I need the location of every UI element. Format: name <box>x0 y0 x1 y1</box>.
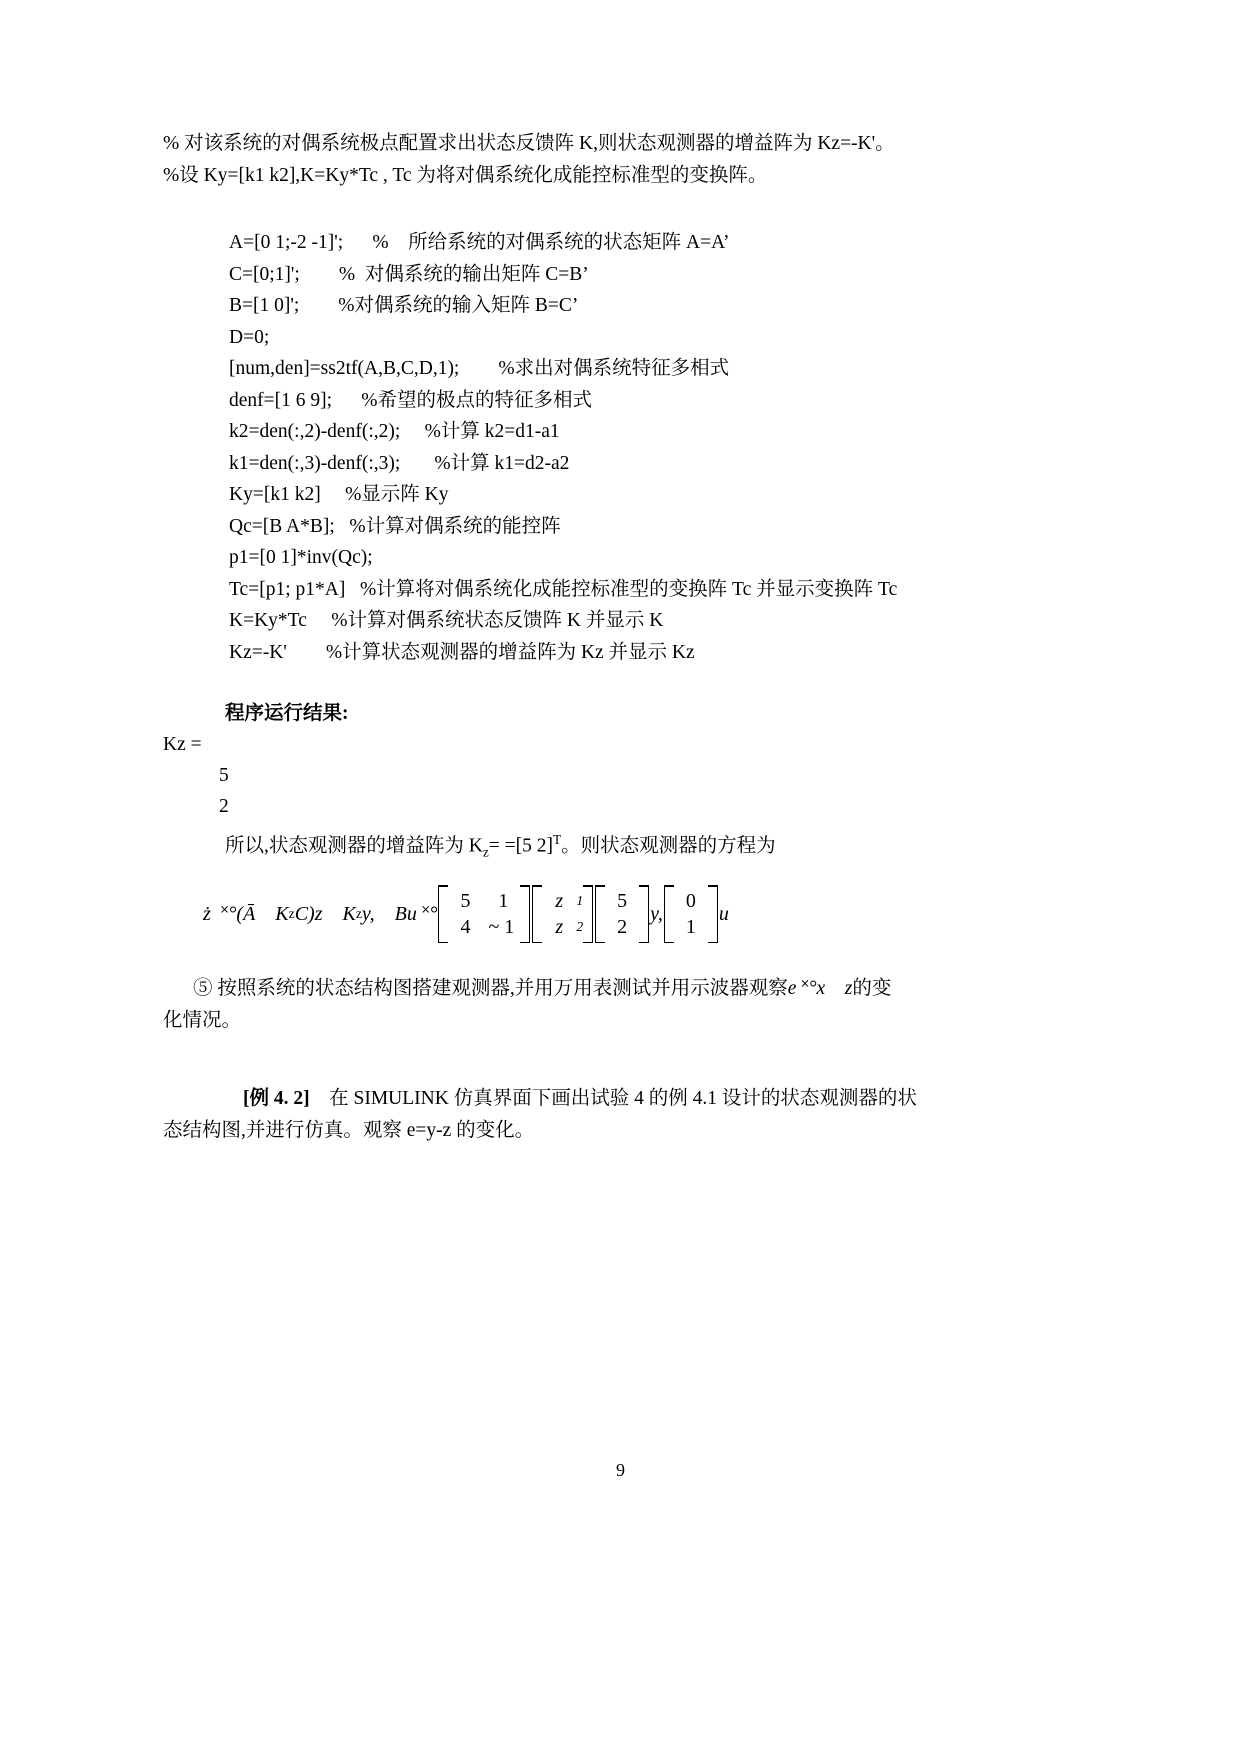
result-sentence-post: 。则状态观测器的方程为 <box>561 835 776 857</box>
step-5-paragraph <box>163 973 1083 1037</box>
result-line-value-1: 5 <box>219 765 229 786</box>
matrix-row: 2 <box>617 916 628 939</box>
example-text-1: 在 SIMULINK 仿真界面下画出试验 4 的例 4.1 设计的状态观测器的状 <box>329 1088 917 1110</box>
step-text-1: 按照系统的状态结构图搭建观测器,并用万用表测试并用示波器观察 <box>212 978 788 1000</box>
page-content <box>163 128 1083 1147</box>
code-line: Kz=-K' %计算状态观测器的增益阵为 Kz 并显示 Kz <box>229 641 695 663</box>
matrix-b <box>664 885 718 943</box>
result-sentence <box>163 824 1083 867</box>
equation-lhs: ż ˟°(Ā K <box>203 902 289 925</box>
equation-var-u: u <box>718 902 729 925</box>
code-line: k1=den(:,3)-denf(:,3); %计算 k1=d2-a2 <box>229 452 570 474</box>
code-line: denf=[1 6 9]; %希望的极点的特征多相式 <box>229 389 593 411</box>
bracket-left <box>438 885 448 943</box>
matrix-row: z 1 <box>555 890 584 913</box>
code-line: Qc=[B A*B]; %计算对偶系统的能控阵 <box>229 515 561 537</box>
result-heading: 程序运行结果: <box>225 703 349 724</box>
code-line: K=Ky*Tc %计算对偶系统状态反馈阵 K 并显示 K <box>229 610 664 631</box>
example-label: [例 4. 2] <box>243 1088 310 1110</box>
result-line-value-2: 2 <box>219 796 229 817</box>
intro-line-1: % 对该系统的对偶系统极点配置求出状态反馈阵 K,则状态观测器的增益阵为 Kz=-K'。 <box>163 133 895 154</box>
result-sentence-pre: 所以,状态观测器的增益阵为 K <box>225 835 483 857</box>
equation-lhs2-sub: z <box>355 906 362 922</box>
matrix-row: 5 1 <box>460 890 509 913</box>
code-line: p1=[0 1]*inv(Qc); <box>229 547 373 568</box>
code-line: Tc=[p1; p1*A] %计算将对偶系统化成能控标准型的变换阵 Tc 并显示变换阵 Tc <box>229 578 898 600</box>
result-sentence-mid: = =[5 2] <box>488 835 553 857</box>
code-line: B=[1 0]'; %对偶系统的输入矩阵 B=C’ <box>229 295 579 316</box>
step-text-2: 的变 <box>852 978 892 1000</box>
result-sentence-sup: T <box>552 832 562 847</box>
matrix-row: 1 <box>685 916 696 939</box>
equation-lhs-sub: z <box>288 906 295 922</box>
result-sentence-sub: z <box>482 844 489 860</box>
bracket-right <box>520 885 530 943</box>
matrix-z-vector <box>532 885 593 943</box>
step-italic-1: e ˟°x <box>787 978 826 1000</box>
observer-equation <box>163 881 1083 947</box>
code-line: Ky=[k1 k2] %显示阵 Ky <box>229 484 449 505</box>
code-line: D=0; <box>229 326 270 348</box>
code-line: [num,den]=ss2tf(A,B,C,D,1); %求出对偶系统特征多相式 <box>229 358 730 379</box>
code-line: A=[0 1;-2 -1]'; % 所给系统的对偶系统的状态矩阵 A=A’ <box>229 232 730 253</box>
step-italic-2: z <box>844 978 853 1000</box>
code-line: C=[0;1]'; % 对偶系统的输出矩阵 C=B’ <box>229 263 589 285</box>
matrix-kz <box>595 885 649 943</box>
equation-lhs3: y, Bu ˟° <box>361 902 438 925</box>
bracket-left <box>532 885 542 943</box>
matrix-row: z 2 <box>555 916 584 939</box>
step-text-3: 化情况。 <box>163 1010 242 1032</box>
equation-lhs2: C)z K <box>294 902 356 925</box>
matrix-row: 5 <box>617 890 628 913</box>
example-paragraph <box>163 1083 1083 1147</box>
matrix-row: 4 ~ 1 <box>460 916 515 939</box>
equation-var-y: y, <box>650 902 663 925</box>
bracket-right <box>639 885 649 943</box>
bracket-right <box>708 885 718 943</box>
result-line-kz: Kz = <box>163 734 202 755</box>
bracket-right <box>583 885 593 943</box>
bracket-left <box>595 885 605 943</box>
matrix-row: 0 <box>685 890 696 913</box>
step-marker: ⑤ <box>193 978 213 1000</box>
matlab-code-block <box>163 227 1083 668</box>
code-line: k2=den(:,2)-denf(:,2); %计算 k2=d1-a1 <box>229 421 560 442</box>
matrix-a-tilde <box>438 885 530 943</box>
intro-line-2: %设 Ky=[k1 k2],K=Ky*Tc , Tc 为将对偶系统化成能控标准型的变换阵。 <box>163 165 768 186</box>
example-text-2: 态结构图,并进行仿真。观察 e=y-z 的变化。 <box>163 1120 535 1142</box>
bracket-left <box>664 885 674 943</box>
page-number: 9 <box>616 1460 625 1480</box>
